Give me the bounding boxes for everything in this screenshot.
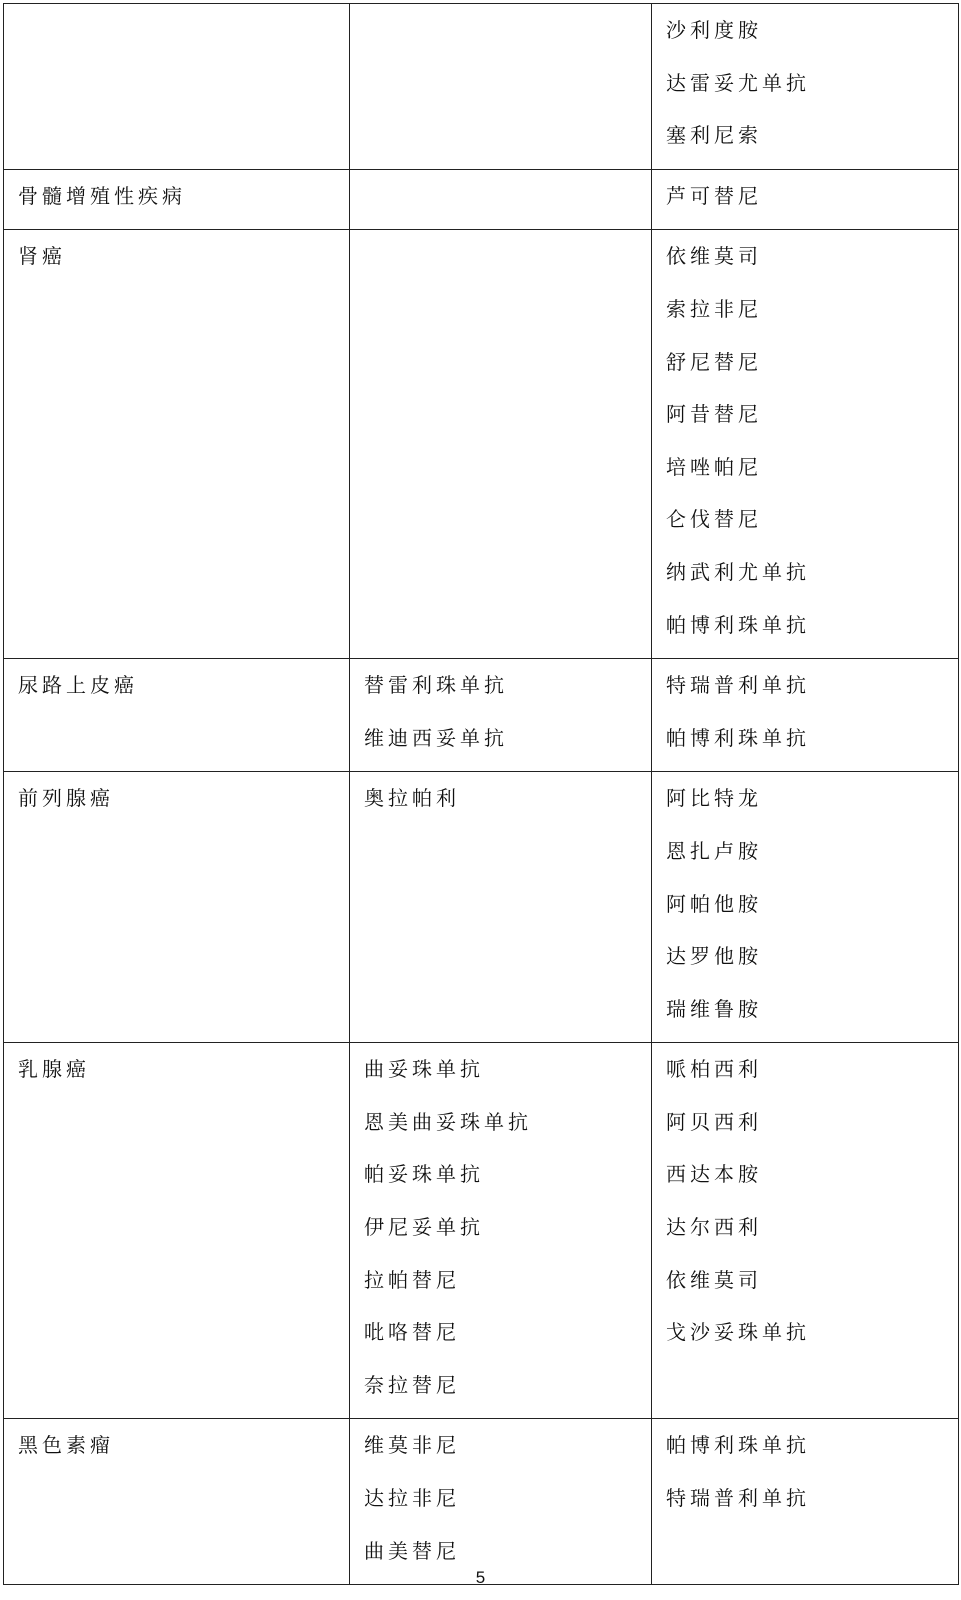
col2-cell-blank-line: [364, 395, 651, 448]
col2-cell-item: 曲妥珠单抗: [364, 1057, 484, 1082]
col2-cell-blank-line: [364, 290, 651, 343]
col3-cell: [652, 1043, 959, 1419]
col3-cell-item: 特瑞普利单抗: [666, 1486, 810, 1511]
col3-cell-item: 阿贝西利: [666, 1109, 762, 1134]
col2-cell-item: 帕妥珠单抗: [364, 1162, 484, 1187]
col2-cell-blank-line: [364, 64, 651, 117]
col2-cell-item: 伊尼妥单抗: [364, 1215, 484, 1240]
disease-cell: [4, 659, 350, 772]
col3-cell-item: 戈沙妥珠单抗: [666, 1320, 810, 1345]
col2-cell-blank-line: [364, 448, 651, 501]
col3-cell: [652, 4, 959, 170]
disease-blank-line: [18, 1103, 349, 1156]
disease-blank-line: [18, 290, 349, 343]
col2-cell-blank-line: [364, 116, 651, 169]
col3-cell-blank-line: [666, 1366, 958, 1419]
disease-name: 肾癌: [18, 244, 66, 269]
col2-cell-item: 达拉非尼: [364, 1486, 460, 1511]
col2-cell-blank-line: [364, 885, 651, 938]
col2-cell-item: 奥拉帕利: [364, 786, 460, 811]
col3-cell-item: 沙利度胺: [666, 18, 762, 42]
col3-cell-item: 索拉非尼: [666, 296, 762, 321]
col2-cell-blank-line: [364, 11, 651, 64]
col3-cell-item: 阿昔替尼: [666, 402, 762, 427]
col2-cell-item: 恩美曲妥珠单抗: [364, 1109, 532, 1134]
disease-blank-line: [18, 1261, 349, 1314]
col3-cell-item: 达尔西利: [666, 1215, 762, 1240]
col3-cell-item: 依维莫司: [666, 244, 762, 269]
disease-name: 黑色素瘤: [18, 1433, 114, 1458]
col2-cell-blank-line: [364, 343, 651, 396]
disease-blank-line: [18, 395, 349, 448]
disease-blank-line: [18, 1313, 349, 1366]
drug-table: [3, 3, 959, 1585]
col3-cell-item: 仑伐替尼: [666, 507, 762, 532]
col3-cell-item: 舒尼替尼: [666, 349, 762, 374]
table-row: [4, 230, 959, 659]
page-number: 5: [475, 1568, 486, 1587]
col2-cell: [350, 772, 652, 1043]
disease-name: 骨髓增殖性疾病: [18, 183, 186, 208]
col2-cell: [350, 659, 652, 772]
disease-blank-line: [18, 64, 349, 117]
table-row: [4, 169, 959, 230]
col2-cell-item: 维莫非尼: [364, 1433, 460, 1458]
disease-blank-line: [18, 832, 349, 885]
disease-cell: [4, 4, 350, 170]
col2-cell-blank-line: [364, 990, 651, 1043]
disease-name: 尿路上皮癌: [18, 673, 138, 698]
col3-cell-item: 帕博利珠单抗: [666, 725, 810, 750]
col2-cell: [350, 1043, 652, 1419]
col3-cell-item: 依维莫司: [666, 1267, 762, 1292]
col3-cell-item: 帕博利珠单抗: [666, 1433, 810, 1458]
disease-name: 前列腺癌: [18, 786, 114, 811]
col2-cell-blank-line: [364, 606, 651, 659]
disease-blank-line: [18, 719, 349, 772]
disease-name: 乳腺癌: [18, 1057, 90, 1082]
disease-blank-line: [18, 606, 349, 659]
col2-cell-item: 奈拉替尼: [364, 1372, 460, 1397]
col2-cell-blank-line: [364, 832, 651, 885]
col2-cell-blank-line: [364, 937, 651, 990]
table-row: [4, 1043, 959, 1419]
col3-cell-item: 塞利尼索: [666, 123, 762, 148]
table-row: [4, 772, 959, 1043]
disease-name: [18, 11, 349, 64]
disease-cell: [4, 230, 350, 659]
col2-cell: [350, 1419, 652, 1585]
col3-cell-item: 达雷妥尤单抗: [666, 70, 810, 95]
col3-cell-item: 西达本胺: [666, 1162, 762, 1187]
col3-cell-item: 瑞维鲁胺: [666, 996, 762, 1021]
col3-cell-item: 芦可替尼: [666, 183, 762, 208]
col2-cell-blank-line: [364, 237, 651, 290]
col3-cell: [652, 659, 959, 772]
disease-cell: [4, 1043, 350, 1419]
col2-cell-item: 维迪西妥单抗: [364, 725, 508, 750]
disease-blank-line: [18, 553, 349, 606]
col3-cell-item: 培唑帕尼: [666, 454, 762, 479]
disease-cell: [4, 1419, 350, 1585]
col2-cell-blank-line: [364, 500, 651, 553]
col3-cell-item: 哌柏西利: [666, 1057, 762, 1082]
col2-cell: [350, 4, 652, 170]
disease-blank-line: [18, 937, 349, 990]
col2-cell-item: 替雷利珠单抗: [364, 673, 508, 698]
disease-cell: [4, 169, 350, 230]
disease-blank-line: [18, 1155, 349, 1208]
col2-cell-item: 吡咯替尼: [364, 1320, 460, 1345]
col2-cell-item: 拉帕替尼: [364, 1267, 460, 1292]
disease-blank-line: [18, 1479, 349, 1532]
disease-blank-line: [18, 116, 349, 169]
col2-cell: [350, 169, 652, 230]
col3-cell-item: 阿比特龙: [666, 786, 762, 811]
disease-blank-line: [18, 990, 349, 1043]
col3-cell: [652, 230, 959, 659]
col2-cell-blank-line: [364, 177, 651, 230]
table-row: [4, 1419, 959, 1585]
col3-cell: [652, 1419, 959, 1585]
col2-cell-item: 曲美替尼: [364, 1538, 460, 1563]
disease-blank-line: [18, 500, 349, 553]
table-row: [4, 659, 959, 772]
disease-blank-line: [18, 448, 349, 501]
disease-blank-line: [18, 1208, 349, 1261]
col3-cell-item: 纳武利尤单抗: [666, 559, 810, 584]
col2-cell-blank-line: [364, 553, 651, 606]
col3-cell: [652, 169, 959, 230]
col3-cell-item: 恩扎卢胺: [666, 838, 762, 863]
col3-cell-item: 帕博利珠单抗: [666, 612, 810, 637]
disease-blank-line: [18, 343, 349, 396]
col3-cell-item: 阿帕他胺: [666, 891, 762, 916]
disease-blank-line: [18, 1366, 349, 1419]
col2-cell: [350, 230, 652, 659]
col3-cell: [652, 772, 959, 1043]
table-row: [4, 4, 959, 170]
disease-cell: [4, 772, 350, 1043]
disease-blank-line: [18, 885, 349, 938]
col3-cell-item: 特瑞普利单抗: [666, 673, 810, 698]
col3-cell-item: 达罗他胺: [666, 944, 762, 969]
